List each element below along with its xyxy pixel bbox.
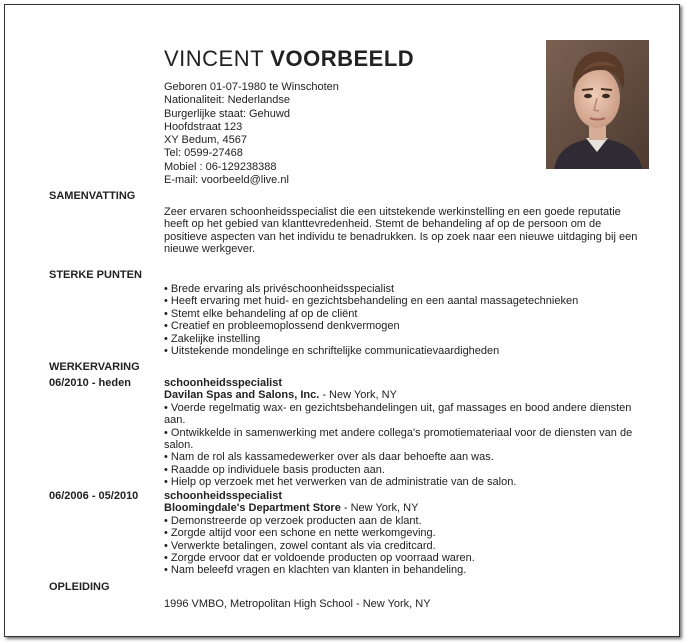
employer-line (164, 502, 644, 514)
last-name: VOORBEELD (270, 46, 415, 71)
summary-text: Zeer ervaren schoonheidsspecialist die een uitstekende werkinstelling en een goede reputatie heeft op het gebied van klanttevredenheid. Stemt de behandeling af op de persoon om de positieve aspecten van het individu te benadrukken. Is op zoek naar een nieuwe uitdaging bij een nieuwe werkgever. (164, 206, 638, 256)
job-period: 06/2010 - heden (49, 377, 131, 389)
list-item: • Zorgde ervoor dat er voldoende producten op voorraad waren. (164, 552, 644, 564)
list-item: • Hielp op verzoek met het verwerken van de administratie van de salon. (164, 476, 644, 488)
employer-name: Davilan Spas and Salons, Inc. (164, 389, 320, 402)
list-item: • Nam de rol als kassamedewerker over als daar behoefte aan was. (164, 451, 644, 463)
job-title: schoonheidsspecialist (164, 490, 282, 502)
first-name: VINCENT (164, 46, 264, 71)
strengths-list (164, 283, 644, 357)
list-item: • Voerde regelmatig wax- en gezichtsbehandelingen uit, gaf massages en bood andere diensten aan. (164, 402, 644, 427)
education-entry: 1996 VMBO, Metropolitan High School - New York, NY (164, 598, 431, 610)
list-item: • Stemt elke behandeling af op de cliënt (164, 308, 644, 320)
summary-section (164, 206, 644, 256)
list-item: • Ontwikkelde in samenwerking met andere collega's promotiemateriaal voor de diensten van de salon. (164, 427, 644, 452)
summary-heading: SAMENVATTING (49, 190, 136, 202)
duties-list (164, 515, 644, 577)
job-entry (164, 490, 644, 577)
list-item: • Creatief en probleemoplossend denkvermogen (164, 320, 644, 332)
employer-line (164, 389, 644, 401)
job-title: schoonheidsspecialist (164, 377, 282, 389)
education-heading: OPLEIDING (49, 581, 110, 593)
employer-name: Bloomingdale's Department Store (164, 502, 341, 515)
birth-line: Geboren 01-07-1980 te Winschoten (164, 81, 339, 93)
strengths-section (164, 283, 644, 357)
experience-heading: WERKERVARING (49, 361, 140, 373)
list-item: • Brede ervaring als privéschoonheidsspecialist (164, 283, 644, 295)
strengths-heading: STERKE PUNTEN (49, 269, 142, 281)
list-item: • Demonstreerde op verzoek producten aan de klant. (164, 515, 644, 527)
candidate-name (164, 46, 414, 72)
phone-line: Tel: 0599-27468 (164, 147, 243, 160)
list-item: • Uitstekende mondelinge en schriftelijke communicatievaardigheden (164, 345, 644, 357)
marital-status-line: Burgerlijke staat: Gehuwd (164, 107, 290, 120)
resume-page (4, 4, 680, 637)
job-location: - New York, NY (340, 502, 419, 515)
contact-details (164, 81, 339, 187)
city-line: XY Bedum, 4567 (164, 134, 247, 147)
job-location: - New York, NY (319, 389, 397, 402)
list-item: • Raadde op individuele basis producten aan. (164, 464, 644, 476)
list-item: • Zorgde altijd voor een schone en nette werkomgeving. (164, 527, 644, 539)
list-item: • Nam beleefd vragen en klachten van klanten in behandeling. (164, 564, 644, 576)
mobile-line: Mobiel : 06-129238388 (164, 160, 277, 173)
email-line: E-mail: voorbeeld@live.nl (164, 174, 289, 187)
nationality-line: Nationaliteit: Nederlandse (164, 94, 290, 107)
education-section (164, 598, 644, 610)
street-line: Hoofdstraat 123 (164, 120, 243, 133)
job-period: 06/2006 - 05/2010 (49, 490, 139, 502)
list-item: • Zakelijke instelling (164, 333, 644, 345)
list-item: • Verwerkte betalingen, zowel contant als via creditcard. (164, 540, 644, 552)
job-entry (164, 377, 644, 489)
profile-photo (546, 40, 649, 169)
duties-list (164, 402, 644, 489)
list-item: • Heeft ervaring met huid- en gezichtsbehandeling en een aantal massagetechnieken (164, 295, 644, 307)
